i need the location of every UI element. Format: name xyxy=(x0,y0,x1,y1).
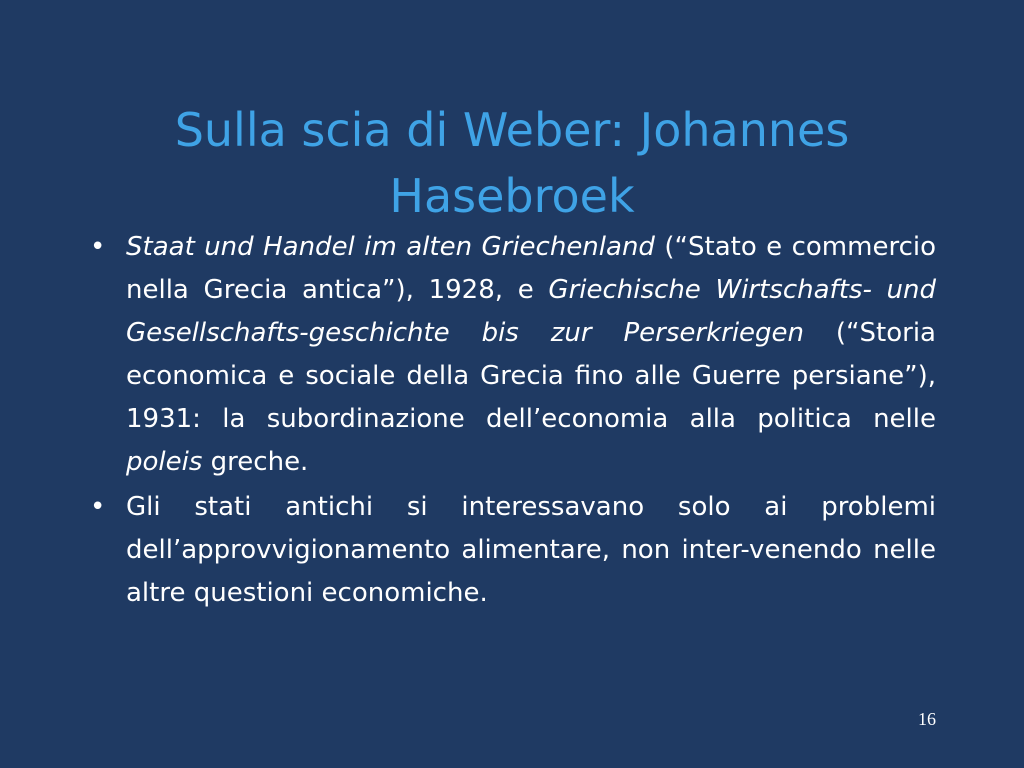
bullet-marker: • xyxy=(90,492,106,522)
slide-title-line-2: Hasebroek xyxy=(389,168,635,223)
bullet-text-segment: Gli stati antichi si interessavano solo ai problemi dell’approvvigionamento alimentare, non inter-venendo nelle altre questioni economiche. xyxy=(126,492,936,608)
bullet-text xyxy=(126,486,936,615)
bullet-text xyxy=(126,226,936,484)
bullet-text-segment: (“Storia economica e sociale della Grecia fino alle Guerre persiane”), 1931: la subordinazione dell’economia alla politica nelle xyxy=(126,318,936,434)
slide-title xyxy=(90,97,934,229)
book-title-italic: Staat und Handel im alten Griechenland xyxy=(126,232,655,262)
bullet-marker: • xyxy=(90,232,106,262)
slide-body xyxy=(84,226,936,617)
bullet-item xyxy=(84,226,936,484)
bullet-text-segment: (“Stato e commercio nella Grecia antica”), 1928, e xyxy=(126,232,936,305)
bullet-item xyxy=(84,486,936,615)
bullet-text-segment: greche. xyxy=(202,447,309,477)
slide-title-line-1: Sulla scia di Weber: Johannes xyxy=(174,102,850,157)
book-title-italic: Griechische Wirtschafts- und Gesellschafts-geschichte bis zur Perserkriegen xyxy=(126,275,936,348)
page-number: 16 xyxy=(918,709,936,729)
italic-term: poleis xyxy=(126,447,203,477)
